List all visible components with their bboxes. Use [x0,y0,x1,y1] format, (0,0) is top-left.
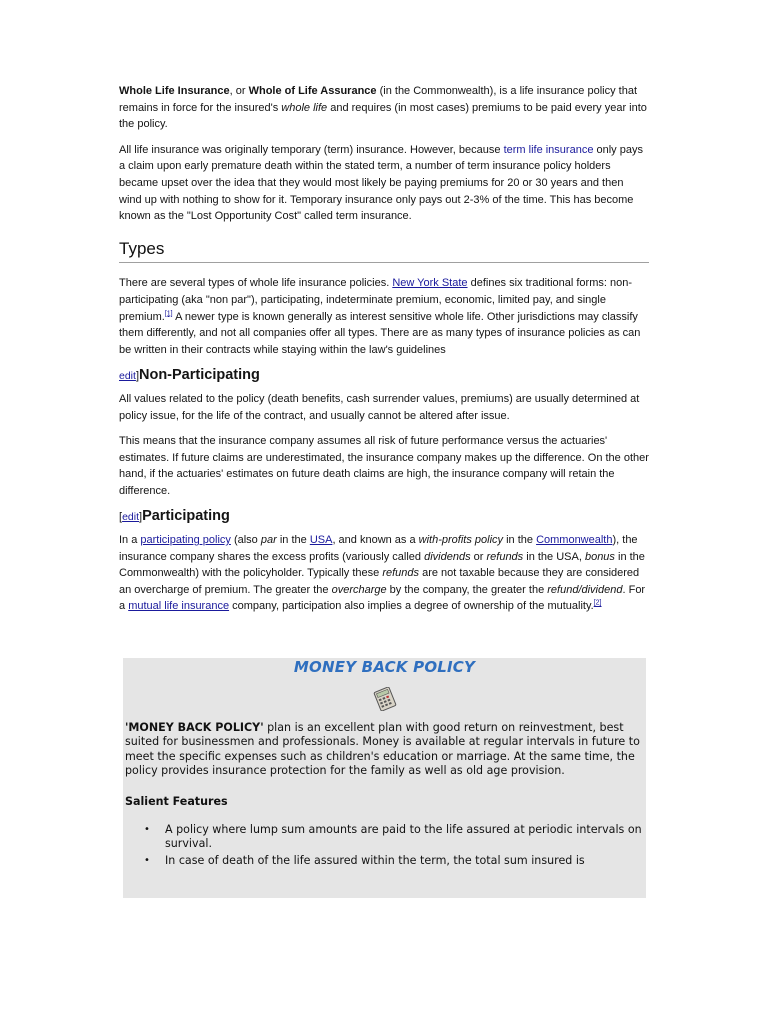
edit-link[interactable]: edit [119,370,136,383]
text: plan is an excellent plan with good return on reinvestment, best suited for businessmen and professionals. Money is available at regular intervals in future to meet the specific expenses such as children's education or marriage. At the same time, the policy provides insurance protection for the family as well as old age provision. [125,720,640,778]
bullet: • [144,823,150,835]
emphasis: bonus [584,550,615,563]
emphasis: refund/dividend [547,583,623,596]
text: A newer type is known generally as interest sensitive whole life. Other jurisdictions may classify them differently, and not all companies offer all types. There are as many types of insurance policies as can be written in their contracts while staying within the law's guidelines [119,310,641,356]
text: in the [276,534,310,547]
bullet: • [144,854,150,866]
participating-heading [119,508,649,526]
text: in the [503,534,537,547]
feature-text: A policy where lump sum amounts are paid to the life assured at periodic intervals on survival. [165,822,642,851]
text: ), the insurance company shares the excess profits (variously called [119,534,638,563]
emphasis: dividends [424,550,471,563]
text: and requires (in most cases) premiums to be paid every year into the policy. [119,101,647,131]
term-life-insurance-link[interactable]: term life insurance [503,143,594,156]
text: are not taxable because they are considered an overcharge of premium. The greater the [119,567,640,596]
text: in the Commonwealth) with the policyholder. Typically these [119,550,645,580]
text: only pays a claim upon early premature death within the stated term, a number of term insurance policy holders became upset over the idea that they would most likely be paying premiums for 20 or 30 years and then wind up with nothing to show for it. Temporary insurance only pays out 2-3% of the time. This has become known as the "Lost Opportunity Cost" called term insurance. [119,143,643,223]
section-title: Participating [142,508,230,525]
bracket: [ [119,511,123,524]
article [119,83,649,624]
edit-link[interactable]: edit [122,511,139,524]
calculator-icon [372,687,398,711]
emphasis: refunds [382,567,420,580]
emphasis: overcharge [331,583,387,596]
emphasis: refunds [486,550,524,563]
participating-policy-link[interactable]: participating policy [140,534,231,547]
money-back-policy-box [123,658,646,898]
usa-link[interactable]: USA [309,534,333,547]
feature-text: In case of death of the life assured within the term, the total sum insured is [165,853,585,867]
types-heading: Types [119,241,649,264]
text: There are several types of whole life insurance policies. [119,277,393,290]
text: in the USA, [523,550,585,563]
section-title: Non-Participating [139,367,260,384]
non-participating-heading [119,367,649,385]
history-paragraph [119,142,649,225]
text: (also [230,534,261,547]
text: or [470,550,487,563]
text: , and known as a [332,534,419,547]
text: company, participation also implies a degree of ownership of the mutuality. [229,600,594,613]
text: . For a [119,583,646,613]
list-item [144,853,646,869]
bracket: ] [135,370,139,383]
non-participating-paragraph-2: This means that the insurance company assumes all risk of future performance versus the actuaries' estimates. If future claims are underestimated, the insurance company makes up the difference. On the other hand, if the actuaries' estimates on future death claims are high, the insurance company will retain the difference. [119,435,649,497]
non-participating-paragraph-1: All values related to the policy (death benefits, cash surrender values, premiums) are usually determined at policy issue, for the life of the contract, and usually cannot be altered after issue. [119,392,640,422]
emphasis: par [260,534,277,547]
money-back-policy-title: MONEY BACK POLICY [293,658,476,676]
types-paragraph [119,275,649,358]
mutual-life-insurance-link[interactable]: mutual life insurance [128,600,230,613]
commonwealth-link[interactable]: Commonwealth [536,534,613,547]
reference-1-link[interactable]: [1] [164,309,173,317]
emphasis: whole life [281,101,328,114]
text: All life insurance was originally temporary (term) insurance. However, because [119,143,504,156]
new-york-state-link[interactable]: New York State [392,277,468,290]
bracket: ] [139,511,143,524]
features-list [123,823,646,869]
text: defines six traditional forms: non-participating (aka "non par"), participating, indeterminate premium, economic, limited pay, and single premium. [119,277,632,323]
text: In a [119,534,141,547]
term-whole-of-life-assurance: Whole of Life Assurance [248,85,377,97]
emphasis: with-profits policy [418,534,504,547]
salient-features-heading: Salient Features [125,794,228,808]
plan-name: 'MONEY BACK POLICY' [125,720,264,734]
term-whole-life-insurance: Whole Life Insurance [119,85,230,97]
reference-2-link[interactable]: [2] [593,599,602,607]
text: (in the Commonwealth), is a life insurance policy that remains in force for the insured's [119,85,637,114]
money-back-intro [125,721,644,779]
text: , or [229,85,249,97]
intro-paragraph [119,83,649,133]
text: by the company, the greater the [386,583,548,596]
participating-paragraph [119,532,649,615]
list-item [144,822,646,852]
